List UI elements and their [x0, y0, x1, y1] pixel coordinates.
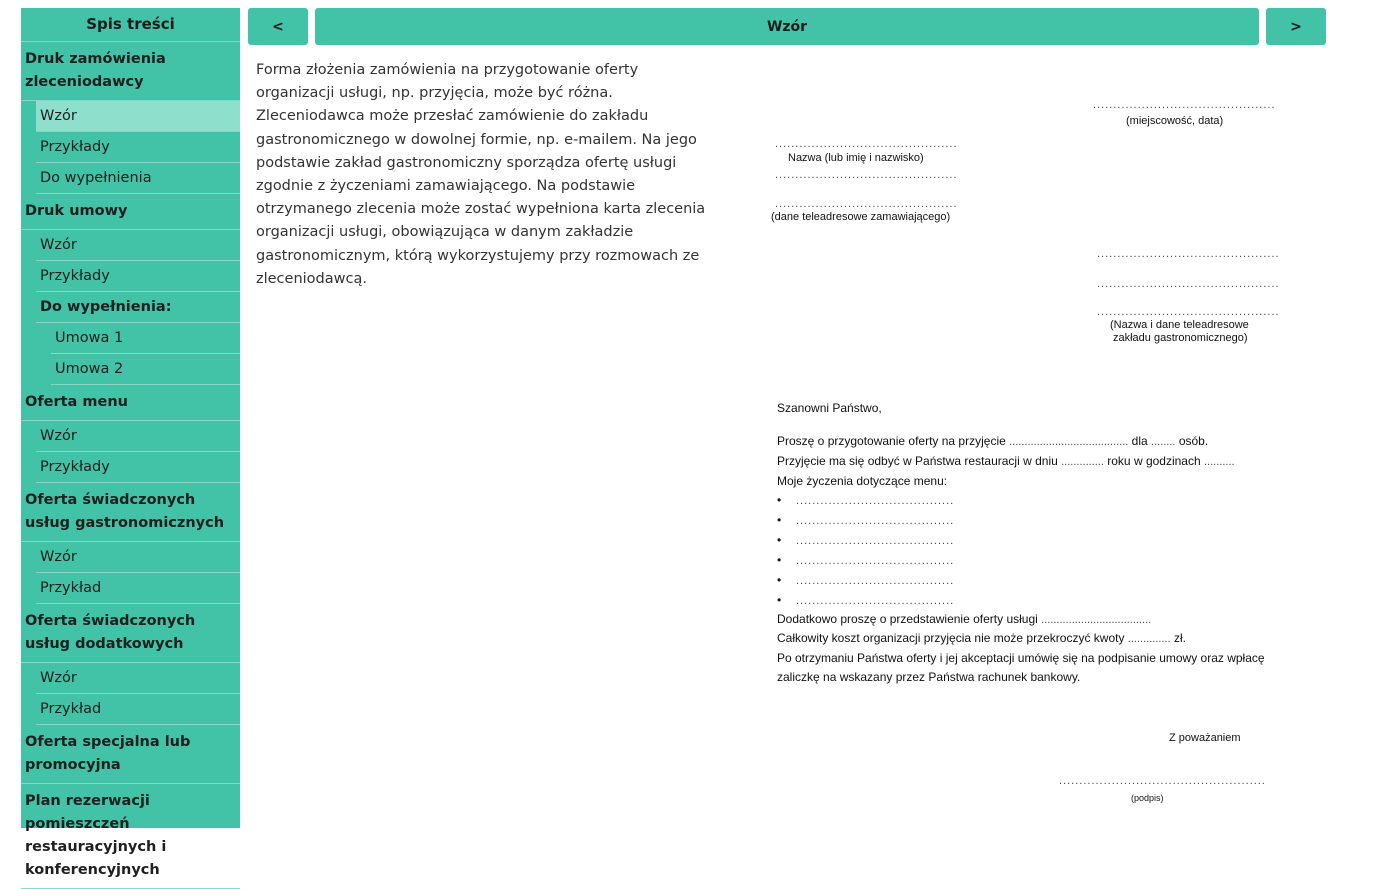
order-form-document: [760, 95, 1280, 815]
sidebar-item-10[interactable]: Umowa 2: [51, 354, 240, 385]
menu-dotted-4: .......................................: [796, 555, 955, 567]
signature-dotted-line: ...................................................: [1059, 775, 1266, 787]
letter-line-2-hours: roku w godzinach: [1107, 454, 1201, 468]
table-of-contents-sidebar: [21, 8, 240, 878]
place-date-dotted-line: .............................................: [1093, 99, 1276, 111]
place-date-label: (miejscowość, data): [1126, 115, 1224, 127]
sidebar-item-15[interactable]: Wzór: [36, 542, 240, 573]
letter-line-7: zaliczkę na wskazany przez Państwa rachunek bankowy.: [777, 670, 1081, 684]
regards-text: Z poważaniem: [1169, 732, 1241, 744]
sidebar-item-12[interactable]: Wzór: [36, 421, 240, 452]
letter-line-2-text: Przyjęcie ma się odbyć w Państwa restauracji w dniu: [777, 454, 1058, 468]
sidebar-item-13[interactable]: Przykłady: [36, 452, 240, 483]
greeting-text: Szanowni Państwo,: [777, 401, 882, 415]
letter-line-4-text: Dodatkowo proszę o przedstawienie oferty usługi: [777, 612, 1038, 626]
menu-dotted-1: .......................................: [796, 495, 955, 507]
menu-dotted-6: .......................................: [796, 595, 955, 607]
sidebar-item-21[interactable]: Plan rezerwacji pomieszczeń restauracyjnych i konferencyjnych: [21, 784, 240, 889]
letter-line-1-persons: osób.: [1178, 434, 1209, 448]
client-name-dotted-line: .............................................: [775, 138, 958, 150]
sidebar-item-19[interactable]: Przykład: [36, 694, 240, 725]
letter-line-2: [777, 454, 1235, 468]
menu-bullet-5: •: [777, 573, 782, 587]
letter-line-1-text: Proszę o przygotowanie oferty na przyjęcie: [777, 434, 1006, 448]
venue-label-line1: (Nazwa i dane teleadresowe: [1110, 319, 1249, 331]
letter-line-5-currency: zł.: [1173, 631, 1186, 645]
client-name-label: Nazwa (lub imię i nazwisko): [788, 152, 924, 164]
intro-paragraph: Forma złożenia zamówienia na przygotowanie oferty organizacji usługi, np. przyjęcia, może być różna. Zleceniodawca może przesłać zamówienie do zakładu gastronomicznego w dowolnej formie, np. e-mailem. Na jego podstawie zakład gastronomiczny sporządza ofertę usługi zgodnie z życzeniami zamawiającego. Na podstawie otrzymanego zlecenia może zostać wypełniona karta zlecenia organizacji usługi, obowiązująca w danym zakładzie gastronomicznym, którą wykorzystujemy przy rozmowach ze zleceniodawcą.: [256, 62, 706, 287]
sidebar-item-20[interactable]: Oferta specjalna lub promocyjna: [21, 725, 240, 784]
sidebar-item-6[interactable]: Wzór: [36, 230, 240, 261]
sidebar-item-3[interactable]: Przykłady: [36, 132, 240, 163]
sidebar-item-1[interactable]: Druk zamówienia zleceniodawcy: [21, 42, 240, 101]
menu-bullet-2: •: [777, 513, 782, 527]
letter-line-6: Po otrzymaniu Państwa oferty i jej akceptacji umówię się na podpisanie umowy oraz wpłacę: [777, 651, 1265, 665]
menu-bullet-4: •: [777, 553, 782, 567]
sidebar-item-17[interactable]: Oferta świadczonych usług dodatkowych: [21, 604, 240, 663]
sidebar-item-5[interactable]: Druk umowy: [21, 194, 240, 230]
menu-dotted-2: .......................................: [796, 515, 955, 527]
letter-line-1: [777, 434, 1208, 448]
menu-wishes-heading: Moje życzenia dotyczące menu:: [777, 474, 948, 488]
letter-line-4: [777, 612, 1151, 626]
venue-label-line2: zakładu gastronomicznego): [1113, 332, 1248, 344]
event-hours-dotted: ..........: [1204, 456, 1235, 468]
menu-dotted-5: .......................................: [796, 575, 955, 587]
sidebar-list: [21, 42, 240, 889]
venue-dotted-line-1: .............................................: [1097, 248, 1280, 260]
sidebar-item-7[interactable]: Przykłady: [36, 261, 240, 292]
venue-dotted-line-2: .............................................: [1097, 278, 1280, 290]
sidebar-item-14[interactable]: Oferta świadczonych usług gastronomicznych: [21, 483, 240, 542]
additional-service-dotted: ....................................: [1041, 614, 1152, 626]
sidebar-title: Spis treści: [21, 8, 240, 42]
sidebar-item-11[interactable]: Oferta menu: [21, 385, 240, 421]
client-contact-label: (dane teleadresowe zamawiającego): [771, 211, 951, 223]
sidebar-item-16[interactable]: Przykład: [36, 573, 240, 604]
letter-line-1-for: dla: [1131, 434, 1148, 448]
next-page-button[interactable]: >: [1266, 8, 1326, 45]
menu-bullet-3: •: [777, 533, 782, 547]
client-address-dotted-line: .............................................: [775, 169, 958, 181]
venue-dotted-line-3: .............................................: [1097, 306, 1280, 318]
client-contact-dotted-line: .............................................: [775, 198, 958, 210]
sidebar-item-2[interactable]: Wzór: [36, 101, 240, 132]
sidebar-item-8[interactable]: Do wypełnienia:: [36, 292, 240, 323]
page-title: Wzór: [315, 8, 1259, 45]
sidebar-item-4[interactable]: Do wypełnienia: [36, 163, 240, 194]
sidebar-item-9[interactable]: Umowa 1: [51, 323, 240, 354]
event-date-dotted: ..............: [1061, 456, 1104, 468]
sidebar-item-18[interactable]: Wzór: [36, 663, 240, 694]
cost-limit-dotted: ..............: [1127, 633, 1171, 645]
previous-page-button[interactable]: <: [248, 8, 308, 45]
menu-bullet-6: •: [777, 593, 782, 607]
letter-line-5: [777, 631, 1186, 645]
guest-event-dotted: .......................................: [1009, 436, 1129, 448]
letter-line-5-text: Całkowity koszt organizacji przyjęcia nie może przekroczyć kwoty: [777, 631, 1125, 645]
signature-label: (podpis): [1131, 793, 1164, 803]
guest-count-dotted: ........: [1151, 436, 1176, 448]
menu-dotted-3: .......................................: [796, 535, 955, 547]
menu-bullet-1: •: [777, 493, 782, 507]
